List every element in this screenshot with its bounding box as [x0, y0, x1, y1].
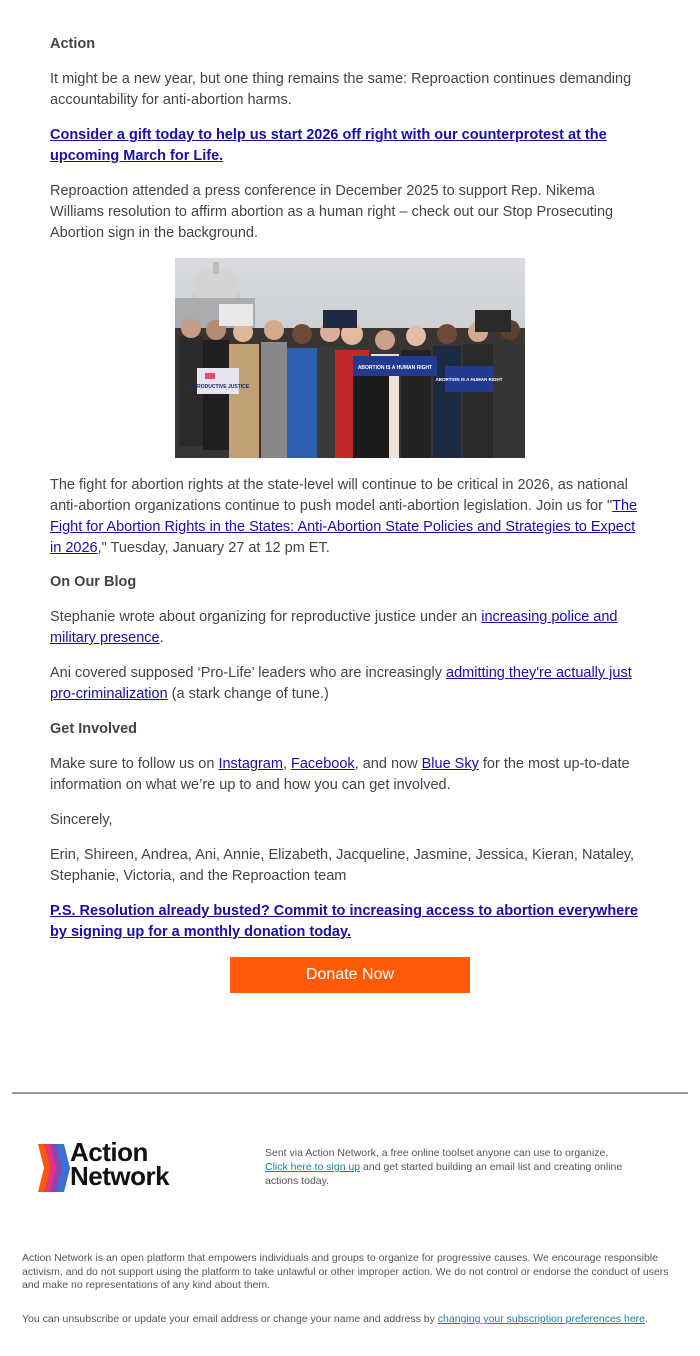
blog1-link[interactable]: increasing police and military presence: [50, 609, 618, 646]
blog2-link[interactable]: admitting they're actually just pro-criminalization: [50, 665, 632, 702]
logo-chevrons-icon: [38, 1144, 72, 1192]
blog1-text: Stephanie wrote about organizing for reproductive justice under an: [50, 609, 482, 625]
sent-text: Sent via Action Network, a free online toolset anyone can use to organize.: [265, 1147, 609, 1159]
sign-left: [197, 368, 239, 394]
footer-divider: [12, 1092, 688, 1094]
legal-disclaimer: Action Network is an open platform that empowers individuals and groups to organize for progressive causes. We encourage responsible activism, and do not support using the platform to take unlawful or other improper action. We do not control or endorse the conduct of users and make no representations of any kind about them.: [22, 1252, 669, 1291]
gift-paragraph: [50, 125, 650, 167]
action-network-logo[interactable]: [38, 1137, 198, 1196]
unsub-post-text: .: [645, 1313, 648, 1325]
follow-paragraph: [50, 754, 650, 796]
ps-paragraph: [50, 901, 650, 943]
signers: Erin, Shireen, Andrea, Ani, Annie, Elizabeth, Jacqueline, Jasmine, Jessica, Kieran, Nataley, Stephanie, Victoria, and the Reproaction team: [50, 847, 635, 884]
sign-left-text: REPRODUCTIVE JUSTICE: [186, 384, 250, 390]
subscription-preferences-link[interactable]: changing your subscription preferences here: [437, 1313, 646, 1325]
blog-heading: On Our Blog: [50, 574, 137, 590]
bluesky-link[interactable]: Blue Sky: [421, 756, 479, 772]
sincerely: Sincerely,: [50, 812, 113, 828]
blog2-text: Ani covered supposed ‘Pro-Life’ leaders who are increasingly: [50, 665, 447, 681]
blog-item-2: [50, 663, 650, 705]
fight-text-pre: The fight for abortion rights at the state-level will continue to be critical in 2026, as national anti-abortion organizations continue to push model anti-abortion legislation. Join us for ": [50, 477, 628, 514]
donate-now-button[interactable]: Donate Now: [230, 957, 470, 993]
unsubscribe-line: [22, 1313, 682, 1327]
sign-right-text: ABORTION IS A HUMAN RIGHT: [435, 377, 503, 382]
blog-item-1: [50, 607, 650, 649]
logo-wordmark: [70, 1137, 170, 1191]
signup-post-text: and get started building an email list and creating online actions today.: [265, 1161, 623, 1187]
get-involved-heading: Get Involved: [50, 721, 138, 737]
facebook-link[interactable]: Facebook: [291, 756, 355, 772]
sent-via-text: [265, 1146, 645, 1188]
press-conference-photo: [175, 258, 525, 458]
unsub-text: You can unsubscribe or update your email address or change your name and address by: [22, 1313, 438, 1325]
fight-event-link[interactable]: The Fight for Abortion Rights in the States: Anti-Abortion State Policies and Strategies to Expect in 2026: [50, 498, 638, 556]
gift-link[interactable]: Consider a gift today to help us start 2026 off right with our counterprotest at the upcoming March for Life.: [50, 127, 607, 164]
follow-sep-1: ,: [282, 756, 291, 772]
logo-line-2: Network: [70, 1161, 170, 1191]
press-conference-paragraph: Reproaction attended a press conference in December 2025 to support Rep. Nikema Williams resolution to affirm abortion as a human right – check out our Stop Prosecuting Abortion sign in the background.: [50, 183, 614, 241]
instagram-link[interactable]: Instagram: [218, 756, 283, 772]
follow-text: Make sure to follow us on: [50, 756, 219, 772]
action-heading: Action: [50, 36, 96, 52]
fight-text-post: ," Tuesday, January 27 at 12 pm ET.: [97, 540, 330, 556]
photo-svg: [175, 258, 525, 458]
podium-sign-text: ABORTION IS A HUMAN RIGHT: [357, 365, 433, 371]
blog2-text-post: (a stark change of tune.): [167, 686, 329, 702]
fight-paragraph: [50, 475, 650, 559]
follow-text-post: for the most up-to-date information on what we’re up to and how you can get involved.: [50, 756, 630, 793]
signup-link[interactable]: Click here to sign up: [265, 1161, 361, 1173]
ps-donation-link[interactable]: P.S. Resolution already busted? Commit to increasing access to abortion everywhere by signing up for a monthly donation today.: [50, 903, 638, 940]
intro-paragraph: It might be a new year, but one thing remains the same: Reproaction continues demanding accountability for anti-abortion harms.: [50, 71, 632, 108]
follow-sep-2: , and now: [354, 756, 422, 772]
blog1-text-post: .: [159, 630, 164, 646]
logo-line-1: Action: [70, 1137, 148, 1167]
